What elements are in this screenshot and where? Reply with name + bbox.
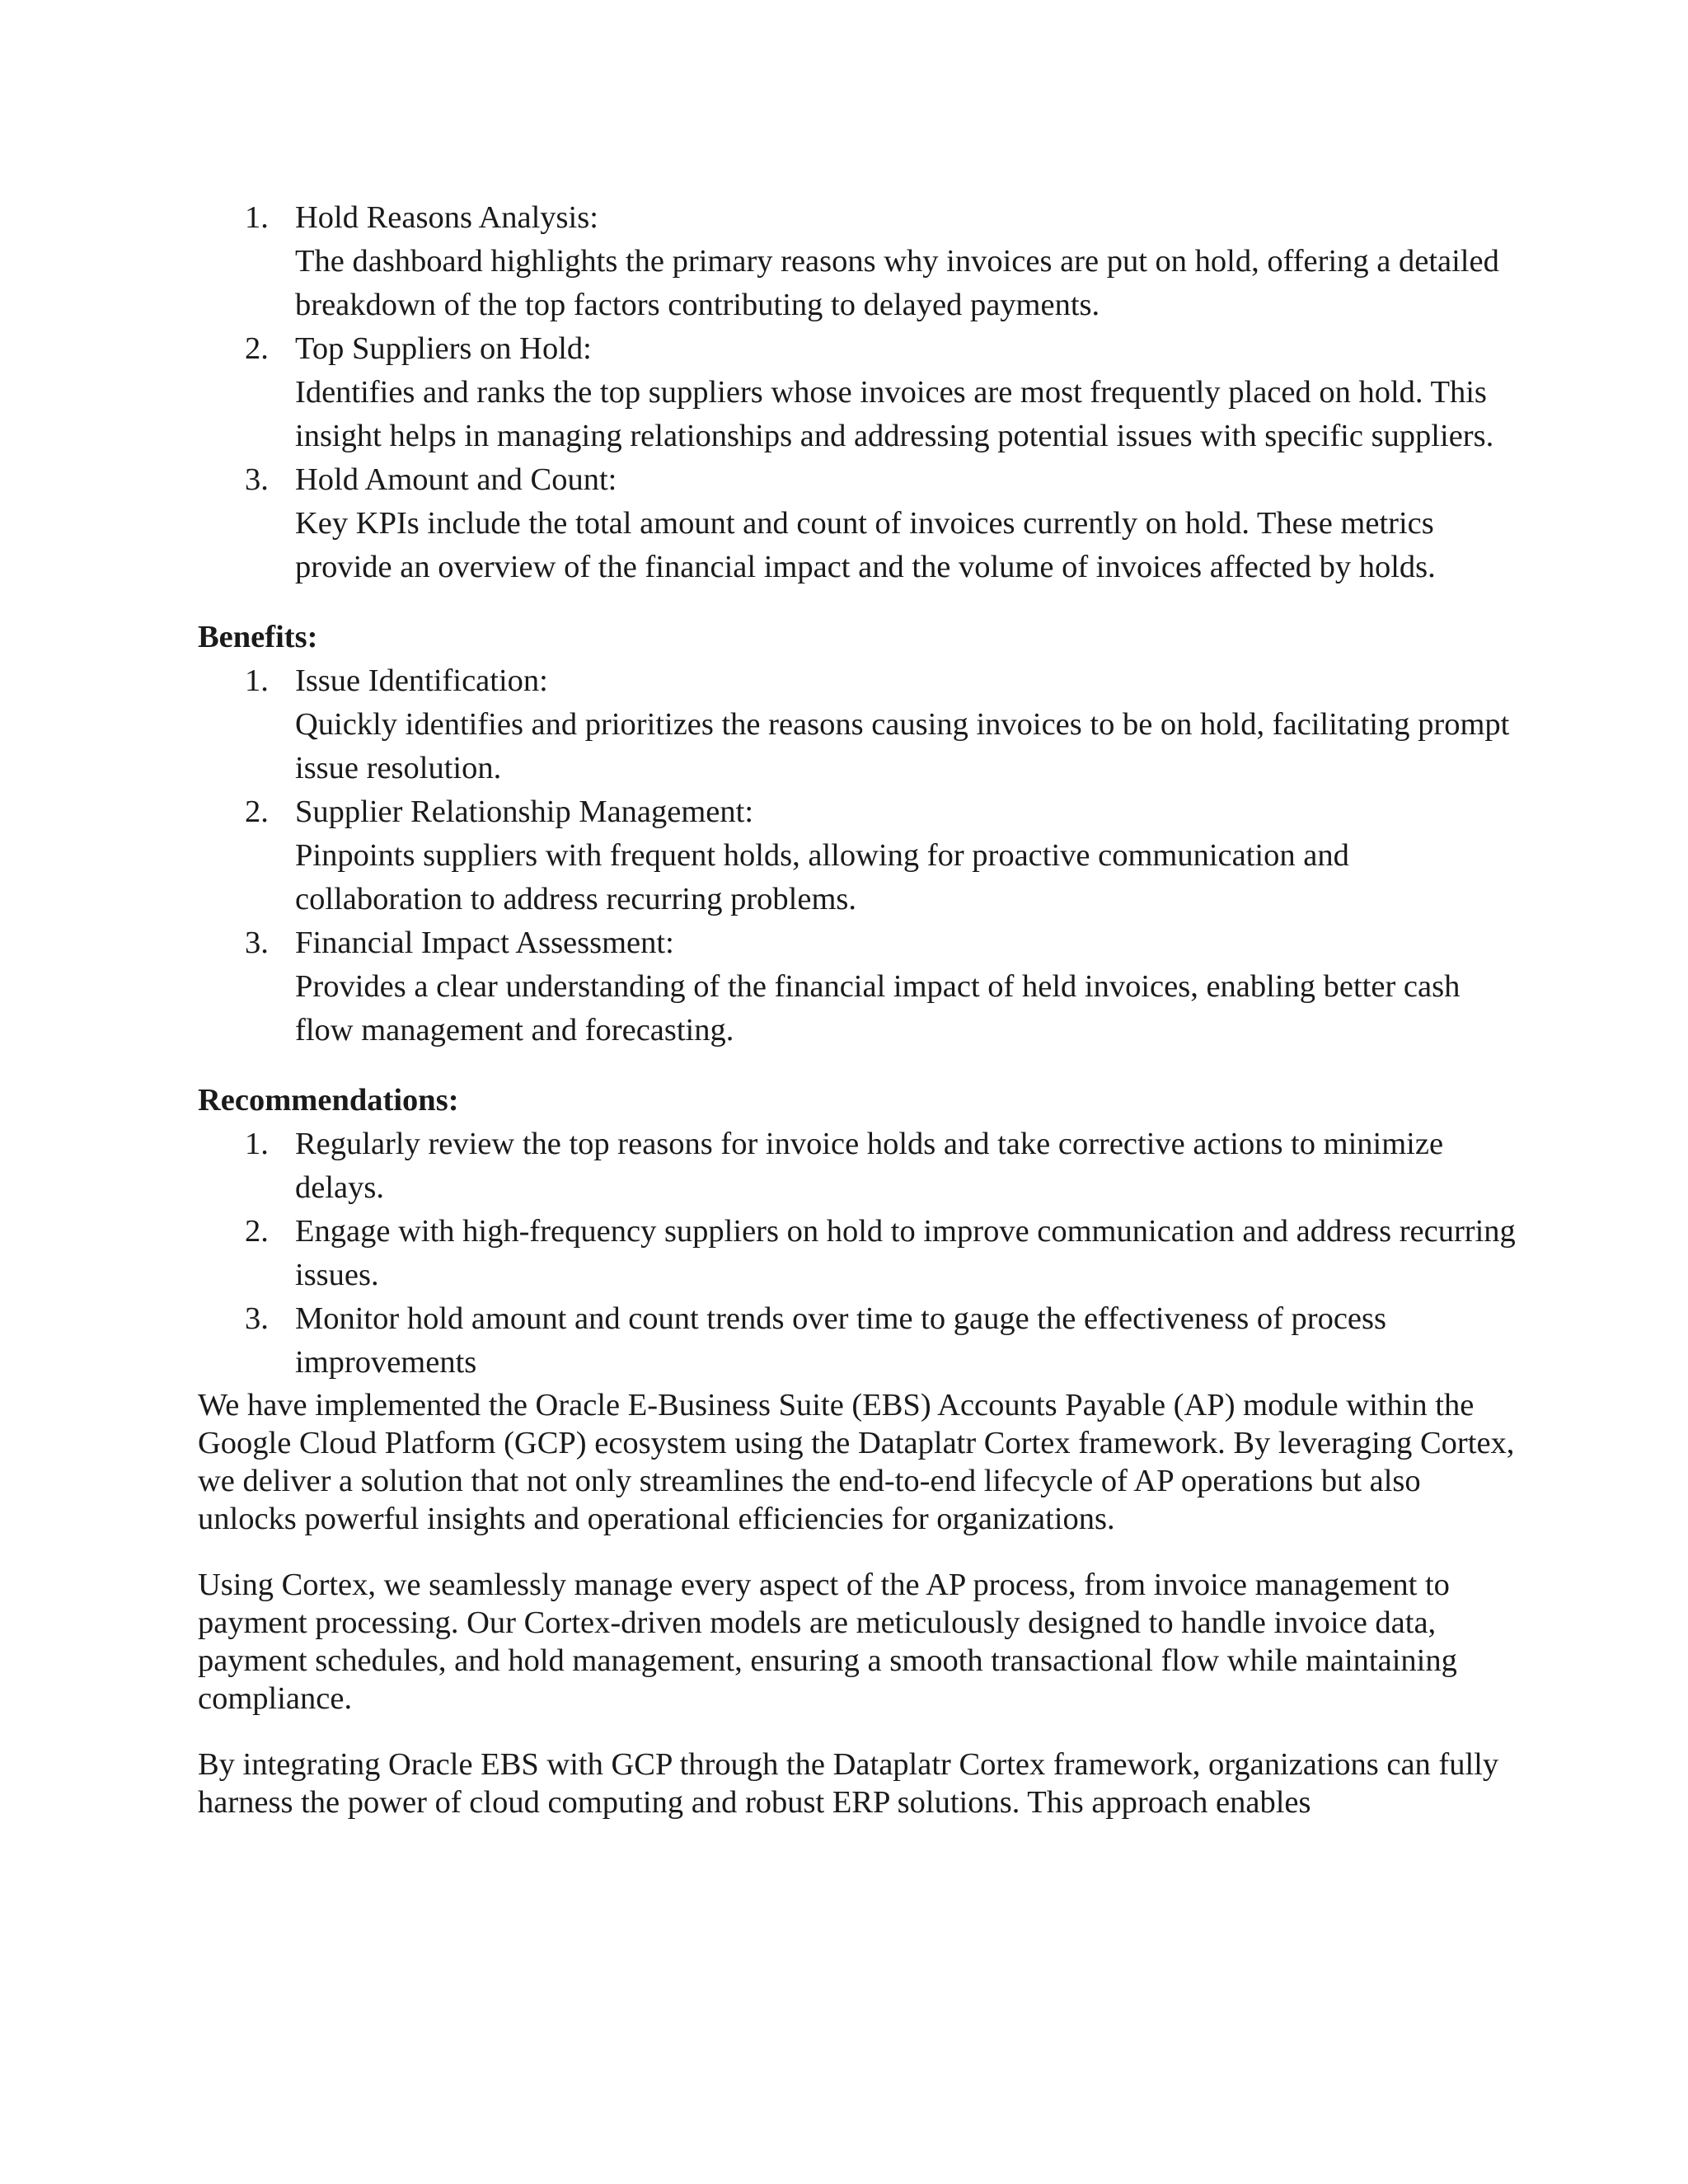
feature-list (198, 196, 1517, 589)
list-item-title: Supplier Relationship Management: (295, 794, 754, 829)
list-item-text: Key KPIs include the total amount and count of invoices currently on hold. These metrics provide an overview of the financial impact and the volume of invoices affected by holds. (295, 506, 1436, 584)
recommendations-list (198, 1122, 1517, 1385)
document-body (198, 196, 1517, 1821)
list-item (198, 790, 1517, 921)
body-paragraph: By integrating Oracle EBS with GCP through the Dataplatr Cortex framework, organizations can fully harness the power of cloud computing and robust ERP solutions. This approach enables (198, 1747, 1499, 1820)
list-item (198, 1210, 1517, 1297)
list-item-title: Top Suppliers on Hold: (295, 331, 592, 366)
list-item-text: The dashboard highlights the primary reasons why invoices are put on hold, offering a detailed breakdown of the top factors contributing to delayed payments. (295, 244, 1499, 322)
body-paragraph: Using Cortex, we seamlessly manage every aspect of the AP process, from invoice management to payment processing. Our Cortex-driven models are meticulously designed to handle invoice data, payment schedules, and hold management, ensuring a smooth transactional flow while maintaining compliance. (198, 1568, 1457, 1716)
list-item (198, 1297, 1517, 1385)
list-item-text: Regularly review the top reasons for invoice holds and take corrective actions to minimize delays. (295, 1127, 1444, 1205)
benefits-list (198, 659, 1517, 1052)
list-number: 1. (245, 1127, 269, 1161)
list-number: 1. (245, 663, 269, 698)
list-number: 1. (245, 200, 269, 235)
list-number: 2. (245, 794, 269, 829)
recommendations-heading: Recommendations: (198, 1083, 459, 1118)
list-item-text: Monitor hold amount and count trends over time to gauge the effectiveness of process improvements (295, 1301, 1386, 1380)
list-item-text: Provides a clear understanding of the financial impact of held invoices, enabling better cash flow management and forecasting. (295, 969, 1461, 1047)
list-number: 3. (245, 462, 269, 497)
list-number: 3. (245, 926, 269, 960)
list-number: 2. (245, 331, 269, 366)
list-item (198, 921, 1517, 1052)
list-item (198, 659, 1517, 790)
list-item-text: Engage with high-frequency suppliers on hold to improve communication and address recurring issues. (295, 1214, 1516, 1292)
list-item-text: Pinpoints suppliers with frequent holds, allowing for proactive communication and collaboration to address recurring problems. (295, 838, 1349, 916)
list-item (198, 458, 1517, 589)
list-item (198, 196, 1517, 327)
list-item-title: Hold Reasons Analysis: (295, 200, 598, 235)
list-item-text: Quickly identifies and prioritizes the reasons causing invoices to be on hold, facilitating prompt issue resolution. (295, 707, 1510, 785)
list-number: 3. (245, 1301, 269, 1336)
list-item-title: Hold Amount and Count: (295, 462, 617, 497)
list-number: 2. (245, 1214, 269, 1249)
list-item (198, 1122, 1517, 1210)
benefits-heading: Benefits: (198, 620, 318, 654)
list-item-title: Financial Impact Assessment: (295, 926, 674, 960)
list-item-title: Issue Identification: (295, 663, 548, 698)
list-item-text: Identifies and ranks the top suppliers whose invoices are most frequently placed on hold. This insight helps in managing relationships and addressing potential issues with specific suppliers. (295, 375, 1494, 453)
list-item (198, 327, 1517, 458)
body-paragraph: We have implemented the Oracle E-Business Suite (EBS) Accounts Payable (AP) module within the Google Cloud Platform (GCP) ecosystem using the Dataplatr Cortex framework. By leveraging Cortex, we deliver a solution that not only streamlines the end-to-end lifecycle of AP operations but also unlocks powerful insights and operational efficiencies for organizations. (198, 1388, 1515, 1536)
